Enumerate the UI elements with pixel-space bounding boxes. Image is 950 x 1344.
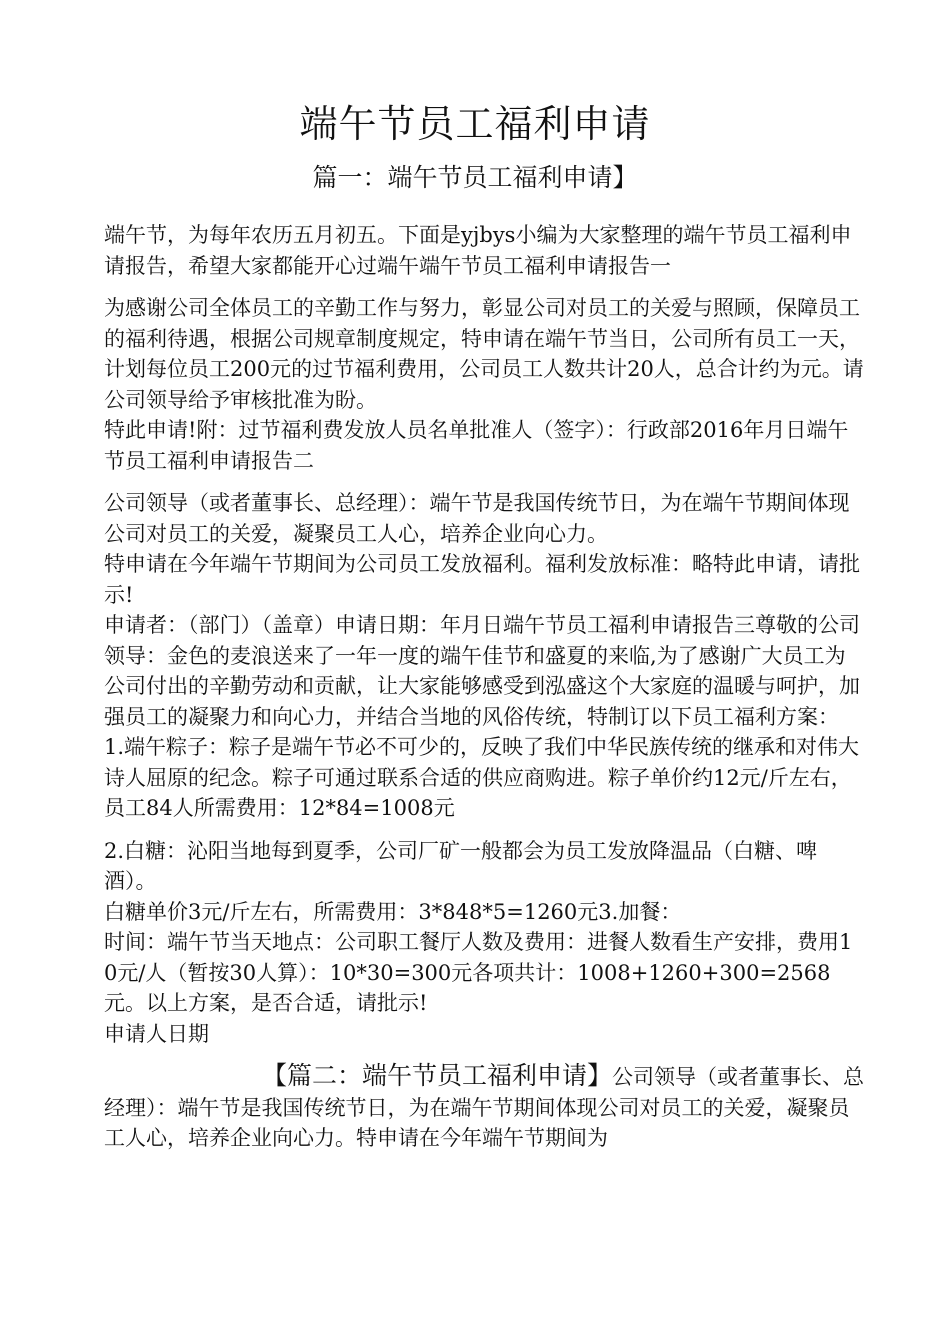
- plan-item-zongzi: 1.端午粽子：粽子是端午节必不可少的，反映了我们中华民族传统的继承和对伟大诗人屈原的纪念。粽子可通过联系合适的供应商购进。粽子单价约12元/斤左右，员工84人所需费用：12*84=1008元: [104, 735, 860, 820]
- document-title: 端午节员工福利申请: [299, 102, 651, 146]
- report-one-paragraph: 为感谢公司全体员工的辛勤工作与努力，彰显公司对员工的关爱与照顾，保障员工的福利待遇，根据公司规章制度规定，特申请在端午节当日，公司所有员工一天，计划每位员工200元的过节福利费用，公司员工人数共计20人，总合计约为元。请公司领导给予审核批准为盼。: [104, 296, 864, 412]
- document-body: [104, 220, 864, 1154]
- report-three-paragraph: 申请者：（部门）（盖章）申请日期：年月日端午节员工福利申请报告三尊敬的公司领导：金色的麦浪送来了一年一度的端午佳节和盛夏的来临,为了感谢广大员工为公司付出的辛勤劳动和贡献，让大家能够感受到泓盛这个大家庭的温暖与呵护，加强员工的凝聚力和向心力，并结合当地的风俗传统，特制订以下员工福利方案：: [104, 613, 860, 729]
- plan-item-sugar: 2.白糖：沁阳当地每到夏季，公司厂矿一般都会为员工发放降温品（白糖、啤酒）。: [104, 838, 818, 893]
- section-two-text: 公司领导（或者董事长、总经理）：端午节是我国传统节日，为在端午节期间体现公司对员工的关爱，凝聚员工人心，培养企业向心力。特申请在今年端午节期间为: [104, 1065, 865, 1150]
- plan-item-sugar-cost: 白糖单价3元/斤左右，所需费用：3*848*5=1260元3.加餐：: [104, 899, 682, 924]
- section-two-heading: 【篇二：端午节员工福利申请】: [262, 1061, 613, 1090]
- section-one-heading: 篇一：端午节员工福利申请】: [312, 163, 638, 192]
- report-two-request: 特申请在今年端午节期间为公司员工发放福利。福利发放标准：略特此申请，请批示!: [104, 552, 860, 607]
- report-two-paragraph: 公司领导（或者董事长、总经理）：端午节是我国传统节日，为在端午节期间体现公司对员工的关爱，凝聚员工人心，培养企业向心力。: [104, 491, 850, 546]
- intro-paragraph: 端午节，为每年农历五月初五。下面是yjbys小编为大家整理的端午节员工福利申请报告，希望大家都能开心过端午端午节员工福利申请报告一: [104, 223, 852, 278]
- applicant-date-line: 申请人日期: [104, 1021, 209, 1046]
- plan-item-meal: 时间：端午节当天地点：公司职工餐厅人数及费用：进餐人数看生产安排，费用10元/人（暂按30人算）：10*30=300元各项共计：1008+1260+300=2568元。以上方案，是否合适，请批示!: [104, 930, 853, 1015]
- report-one-closing: 特此申请!附：过节福利费发放人员名单批准人（签字）：行政部2016年月日端午节员工福利申请报告二: [104, 418, 849, 473]
- section-two-paragraph: [104, 1061, 864, 1154]
